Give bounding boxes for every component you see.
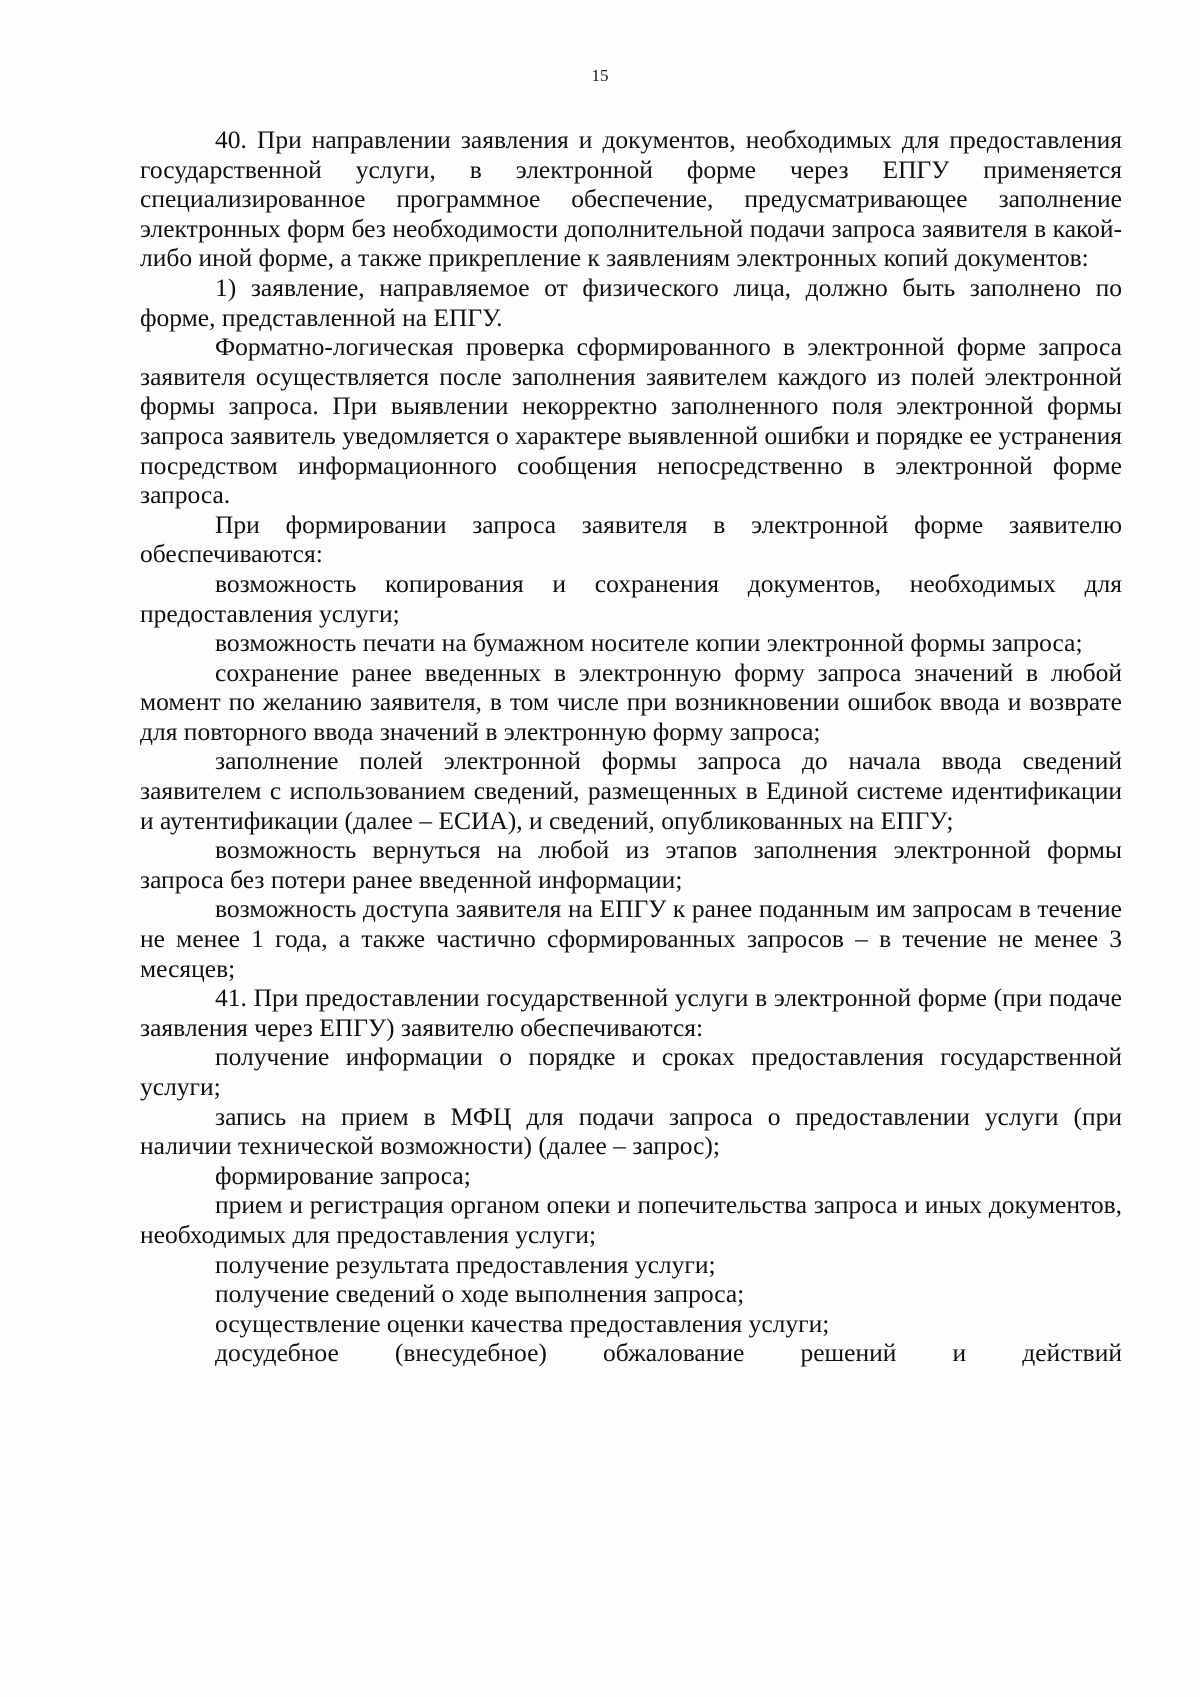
list-item: прием и регистрация органом опеки и попечительства запроса и иных документов, необходимых для предоставления услуги; [140,1190,1122,1249]
list-item: возможность печати на бумажном носителе копии электронной формы запроса; [215,628,1083,658]
page-number: 15 [591,66,609,85]
list-item: сохранение ранее введенных в электронную форму запроса значений в любой момент по желанию заявителя, в том числе при возникновении ошибок ввода и возврате для повторного ввода значений в электронную форму запроса; [140,657,1122,746]
paragraph-40: 40. При направлении заявления и документов, необходимых для предоставления государственной услуги, в электронной форме через ЕПГУ применяется специализированное программное обеспечение, предусматривающее заполнение электронных форм без необходимости дополнительной подачи запроса заявителя в какой-либо иной форме, а также прикрепление к заявлениям электронных копий документов: [140,125,1122,273]
list-item: получение сведений о ходе выполнения запроса; [215,1279,745,1309]
list-item: осуществление оценки качества предоставления услуги; [215,1308,830,1338]
list-item: возможность вернуться на любой из этапов заполнения электронной формы запроса без потери ранее введенной информации; [140,835,1122,894]
paragraph-format-check: Форматно-логическая проверка сформированного в электронной форме запроса заявителя осуществляется после заполнения заявителем каждого из полей электронной формы запроса. При выявлении некорректно заполненного поля электронной формы запроса заявитель уведомляется о характере выявленной ошибки и порядке ее устранения посредством информационного сообщения непосредственно в электронной форме запроса. [140,332,1122,510]
list-item: заполнение полей электронной формы запроса до начала ввода сведений заявителем с использованием сведений, размещенных в Единой системе идентификации и аутентификации (далее – ЕСИА), и сведений, опубликованных на ЕПГУ; [140,746,1122,835]
list-item: формирование запроса; [215,1160,471,1190]
paragraph-request-forming: При формировании запроса заявителя в электронной форме заявителю обеспечиваются: [140,509,1122,569]
paragraph-item-1: 1) заявление, направляемое от физического лица, должно быть заполнено по форме, представленной на ЕПГУ. [140,272,1122,332]
list-item: возможность доступа заявителя на ЕПГУ к ранее поданным им запросам в течение не менее 1 года, а также частично сформированных запросов – в течение не менее 3 месяцев; [140,894,1122,983]
list-item: получение информации о порядке и сроках предоставления государственной услуги; [140,1042,1122,1101]
list-item: возможность копирования и сохранения документов, необходимых для предоставления услуги; [140,568,1122,628]
list-item: запись на прием в МФЦ для подачи запроса о предоставлении услуги (при наличии технической возможности) (далее – запрос); [140,1101,1122,1161]
list-item: досудебное (внесудебное) обжалование решений и действий [215,1338,1122,1368]
list-item: получение результата предоставления услуги; [215,1249,716,1279]
paragraph-41: 41. При предоставлении государственной услуги в электронной форме (при подаче заявления через ЕПГУ) заявителю обеспечиваются: [140,983,1122,1042]
document-body [140,125,1122,1368]
